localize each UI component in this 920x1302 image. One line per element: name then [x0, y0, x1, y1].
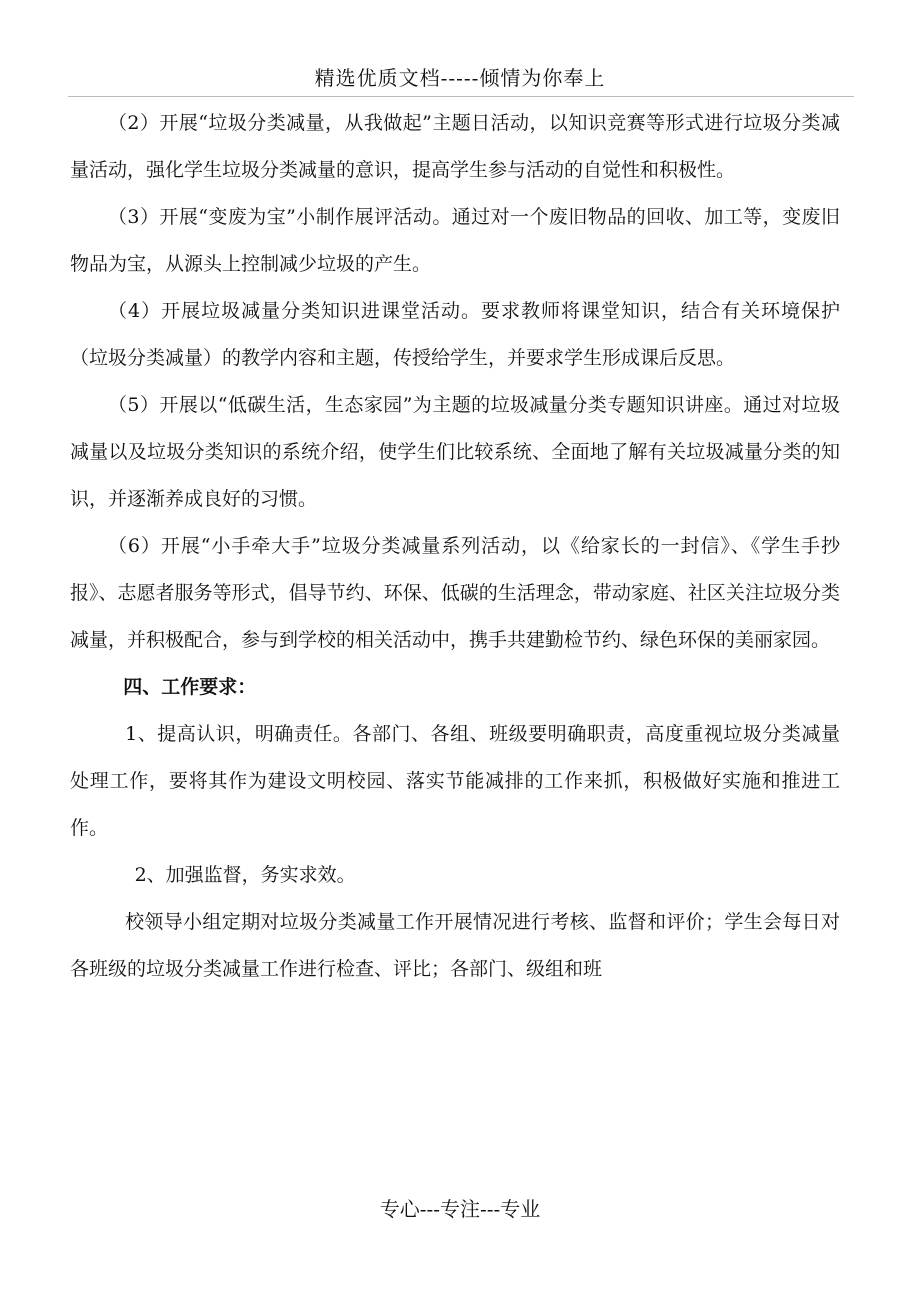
- requirement-item-2-body: 校领导小组定期对垃圾分类减量工作开展情况进行考核、监督和评价；学生会每日对各班级的垃圾分类减量工作进行检查、评比；各部门、级组和班: [70, 911, 840, 980]
- document-body: [70, 100, 840, 993]
- page-header-title: 精选优质文档-----倾情为你奉上: [314, 66, 606, 90]
- section-heading-work-requirements: 四、工作要求：: [123, 676, 257, 698]
- activity-paragraph-5: （5）开展以“低碳生活，生态家园”为主题的垃圾减量分类专题知识讲座。通过对垃圾减量以及垃圾分类知识的系统介绍，使学生们比较系统、全面地了解有关垃圾减量分类的知识，并逐渐养成良好的习惯。: [70, 394, 840, 510]
- activity-paragraph-6: （6）开展“小手牵大手”垃圾分类减量系列活动，以《给家长的一封信》、《学生手抄报》、志愿者服务等形式，倡导节约、环保、低碳的生活理念，带动家庭、社区关注垃圾分类减量，并积极配合，参与到学校的相关活动中，携手共建勤检节约、绿色环保的美丽家园。: [70, 535, 840, 651]
- requirement-item-1: 1、提高认识，明确责任。各部门、各组、班级要明确职责，高度重视垃圾分类减量处理工作，要将其作为建设文明校园、落实节能减排的工作来抓，积极做好实施和推进工作。: [70, 723, 840, 839]
- header-divider: [68, 96, 854, 97]
- page-footer-text: 专心---专注---专业: [379, 1197, 541, 1221]
- activity-paragraph-4: （4）开展垃圾减量分类知识进课堂活动。要求教师将课堂知识，结合有关环境保护（垃圾分类减量）的教学内容和主题，传授给学生，并要求学生形成课后反思。: [70, 300, 840, 369]
- requirement-item-2-heading: 2、加强监督，务实求效。: [134, 864, 356, 886]
- activity-paragraph-3: （3）开展“变废为宝”小制作展评活动。通过对一个废旧物品的回收、加工等，变废旧物品为宝，从源头上控制减少垃圾的产生。: [70, 206, 840, 275]
- activity-paragraph-2: （2）开展“垃圾分类减量，从我做起”主题日活动，以知识竞赛等形式进行垃圾分类减量活动，强化学生垃圾分类减量的意识，提高学生参与活动的自觉性和积极性。: [70, 112, 840, 181]
